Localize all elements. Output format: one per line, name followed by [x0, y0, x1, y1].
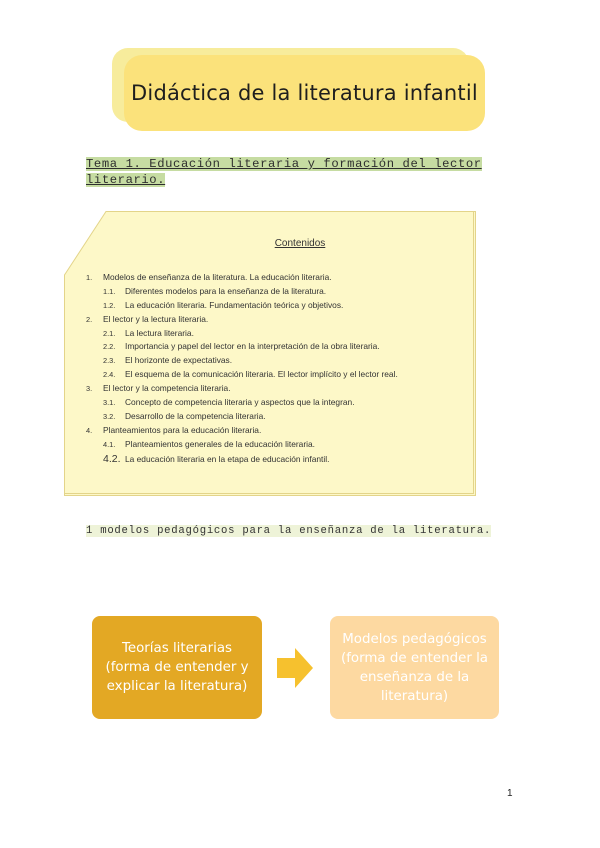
box1-line: Teorías literarias — [121, 641, 233, 656]
box2-line: enseñanza de la — [359, 669, 470, 685]
contents-item — [86, 411, 471, 425]
contents-item-number: 3. — [86, 384, 93, 394]
tema-line-2: literario. — [86, 173, 166, 187]
contents-item-number: 1.1. — [103, 286, 116, 296]
contents-item — [86, 272, 471, 286]
title-box — [124, 55, 485, 131]
modelos-pedagogicos-box — [330, 616, 499, 719]
tema-line-1: Tema 1. Educación literaria y formación del lector — [86, 157, 482, 171]
contents-item-number: 2.4. — [103, 370, 116, 380]
contents-item — [86, 397, 471, 411]
contents-item-text: Modelos de enseñanza de la literatura. La educación literaria. — [103, 272, 332, 282]
contents-item — [86, 453, 471, 467]
contents-item-text: La lectura literaria. — [125, 327, 194, 338]
teorias-literarias-text — [105, 639, 248, 696]
contents-list — [86, 272, 471, 466]
contents-item — [86, 300, 471, 314]
box1-line: explicar la literatura) — [106, 679, 248, 694]
contents-item-text: Planteamientos generales de la educación literaria. — [125, 438, 315, 449]
contents-item-number: 3.2. — [103, 411, 116, 421]
contents-item — [86, 383, 471, 397]
contents-item-text: La educación literaria. Fundamentación teórica y objetivos. — [125, 299, 344, 310]
modelos-pedagogicos-text — [341, 630, 488, 706]
page-number: 1 — [507, 788, 513, 799]
contents-item-text: Concepto de competencia literaria y aspectos que la integran. — [125, 397, 355, 408]
contents-item — [86, 355, 471, 369]
contents-item-number: 3.1. — [103, 398, 116, 408]
contents-item-text: El horizonte de expectativas. — [125, 355, 233, 366]
box2-line: Modelos pedagógicos — [342, 631, 487, 647]
contents-heading: Contenidos — [274, 238, 326, 249]
contents-item-text: Importancia y papel del lector en la interpretación de la obra literaria. — [125, 341, 380, 352]
contents-item-text: Diferentes modelos para la enseñanza de la literatura. — [125, 285, 327, 296]
contents-item-number: 2.3. — [103, 356, 116, 366]
contents-item — [86, 425, 471, 439]
contents-item-number: 1.2. — [103, 300, 116, 310]
contents-item-number: 2.2. — [103, 342, 116, 352]
contents-item-number: 4.2. — [103, 452, 121, 465]
section-heading: 1 modelos pedagógicos para la enseñanza de la literatura. — [86, 525, 492, 537]
right-arrow-icon — [277, 648, 313, 688]
contents-item-number: 2. — [86, 314, 93, 324]
box1-line: (forma de entender y — [105, 660, 249, 675]
contents-item — [86, 314, 471, 328]
contents-item — [86, 369, 471, 383]
contents-item-number: 2.1. — [103, 328, 116, 338]
box2-line: literatura) — [380, 688, 449, 704]
contents-item-text: El esquema de la comunicación literaria. El lector implícito y el lector real. — [125, 369, 398, 380]
contents-item-text: El lector y la competencia literaria. — [103, 383, 231, 394]
contents-item-number: 4. — [86, 425, 93, 435]
box2-line: (forma de entender la — [340, 650, 489, 666]
tema-heading — [86, 156, 516, 188]
contents-item — [86, 328, 471, 342]
contents-item — [86, 341, 471, 355]
contents-item-text: Desarrollo de la competencia literaria. — [125, 410, 266, 421]
contents-item-text: Planteamientos para la educación literaria. — [103, 424, 262, 435]
contents-item — [86, 439, 471, 453]
teorias-literarias-box — [92, 616, 262, 719]
contents-item-text: El lector y la lectura literaria. — [103, 313, 209, 324]
contents-item — [86, 286, 471, 300]
page-title: Didáctica de la literatura infantil — [131, 81, 478, 105]
contents-item-number: 1. — [86, 273, 93, 282]
contents-item-text: La educación literaria en la etapa de educación infantil. — [125, 453, 330, 464]
contents-item-number: 4.1. — [103, 439, 116, 449]
